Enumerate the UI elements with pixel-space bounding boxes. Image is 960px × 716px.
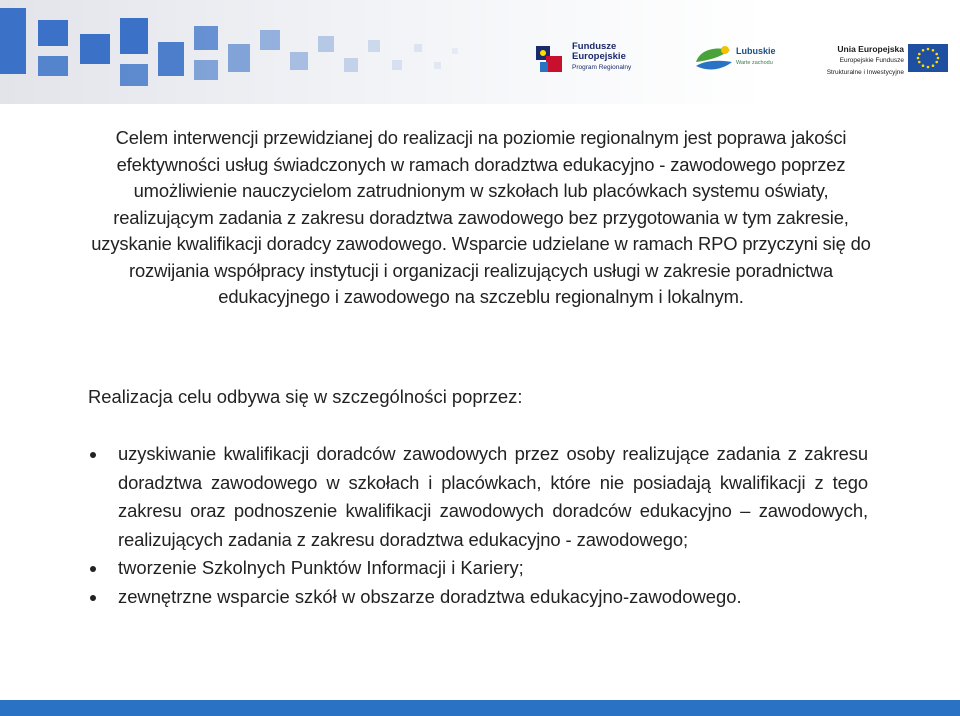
ue-line2: Europejskie Fundusze bbox=[839, 57, 904, 64]
unia-europejska-logo bbox=[810, 38, 952, 78]
bullet-icon bbox=[90, 452, 96, 458]
bullet-icon bbox=[90, 595, 96, 601]
lead-sentence: Realizacja celu odbywa się w szczególności poprzez: bbox=[88, 386, 523, 407]
list-item bbox=[88, 440, 868, 554]
bullet-icon bbox=[90, 566, 96, 572]
fundusze-emblem-icon bbox=[532, 40, 568, 76]
list-item-text: zewnętrzne wsparcie szkół w obszarze doradztwa edukacyjno-zawodowego. bbox=[118, 585, 742, 607]
ue-line1: Unia Europejska bbox=[837, 44, 904, 54]
fundusze-line3: Program Regionalny bbox=[572, 64, 632, 71]
ue-line3: Strukturalne i Inwestycyjne bbox=[826, 69, 904, 76]
lubuskie-emblem-icon bbox=[692, 40, 734, 76]
logo-strip bbox=[532, 38, 952, 78]
list-item-text: uzyskiwanie kwalifikacji doradców zawodowych przez osoby realizujące zadania z zakresu doradztwa zawodowego w szkołach i placówkach, które nie posiadają kwalifikacji z tego zakresu oraz podnoszenie kwalifikacji zawodowych doradców edukacyjno – zawodowych, realizujących zadania z zakresu doradztwa edukacyjno - zawodowego; bbox=[118, 443, 868, 550]
lubuskie-line1: Lubuskie bbox=[736, 46, 776, 56]
list-item bbox=[88, 554, 868, 583]
fundusze-europejskie-logo bbox=[532, 38, 652, 78]
eu-flag-icon bbox=[908, 44, 948, 72]
list-item bbox=[88, 583, 868, 612]
lubuskie-line2: Warte zachodu bbox=[736, 60, 773, 66]
intro-paragraph: Celem interwencji przewidzianej do realizacji na poziomie regionalnym jest poprawa jakości efektywności usług świadczonych w ramach doradztwa edukacyjno - zawodowego poprzez umożliwienie nauczycielom zatrudnionym w szkołach lub placówkach systemu oświaty, realizującym zadania z zakresu doradztwa zawodowego bez przygotowania w tym zakresie, uzyskanie kwalifikacji doradcy zawodowego. Wsparcie udzielane w ramach RPO przyczyni się do rozwijania współpracy instytucji i organizacji realizujących usługi w zakresie poradnictwa edukacyjnego i zawodowego na szczeblu regionalnym i lokalnym. bbox=[91, 127, 871, 307]
fundusze-line1: Fundusze bbox=[572, 41, 617, 52]
fundusze-line2: Europejskie bbox=[572, 51, 626, 62]
decorative-squares bbox=[0, 0, 520, 104]
lubuskie-logo bbox=[692, 38, 792, 78]
footer-bar bbox=[0, 700, 960, 716]
header-banner bbox=[0, 0, 960, 104]
list-item-text: tworzenie Szkolnych Punktów Informacji i Kariery; bbox=[118, 557, 524, 578]
bullet-list bbox=[88, 440, 868, 611]
